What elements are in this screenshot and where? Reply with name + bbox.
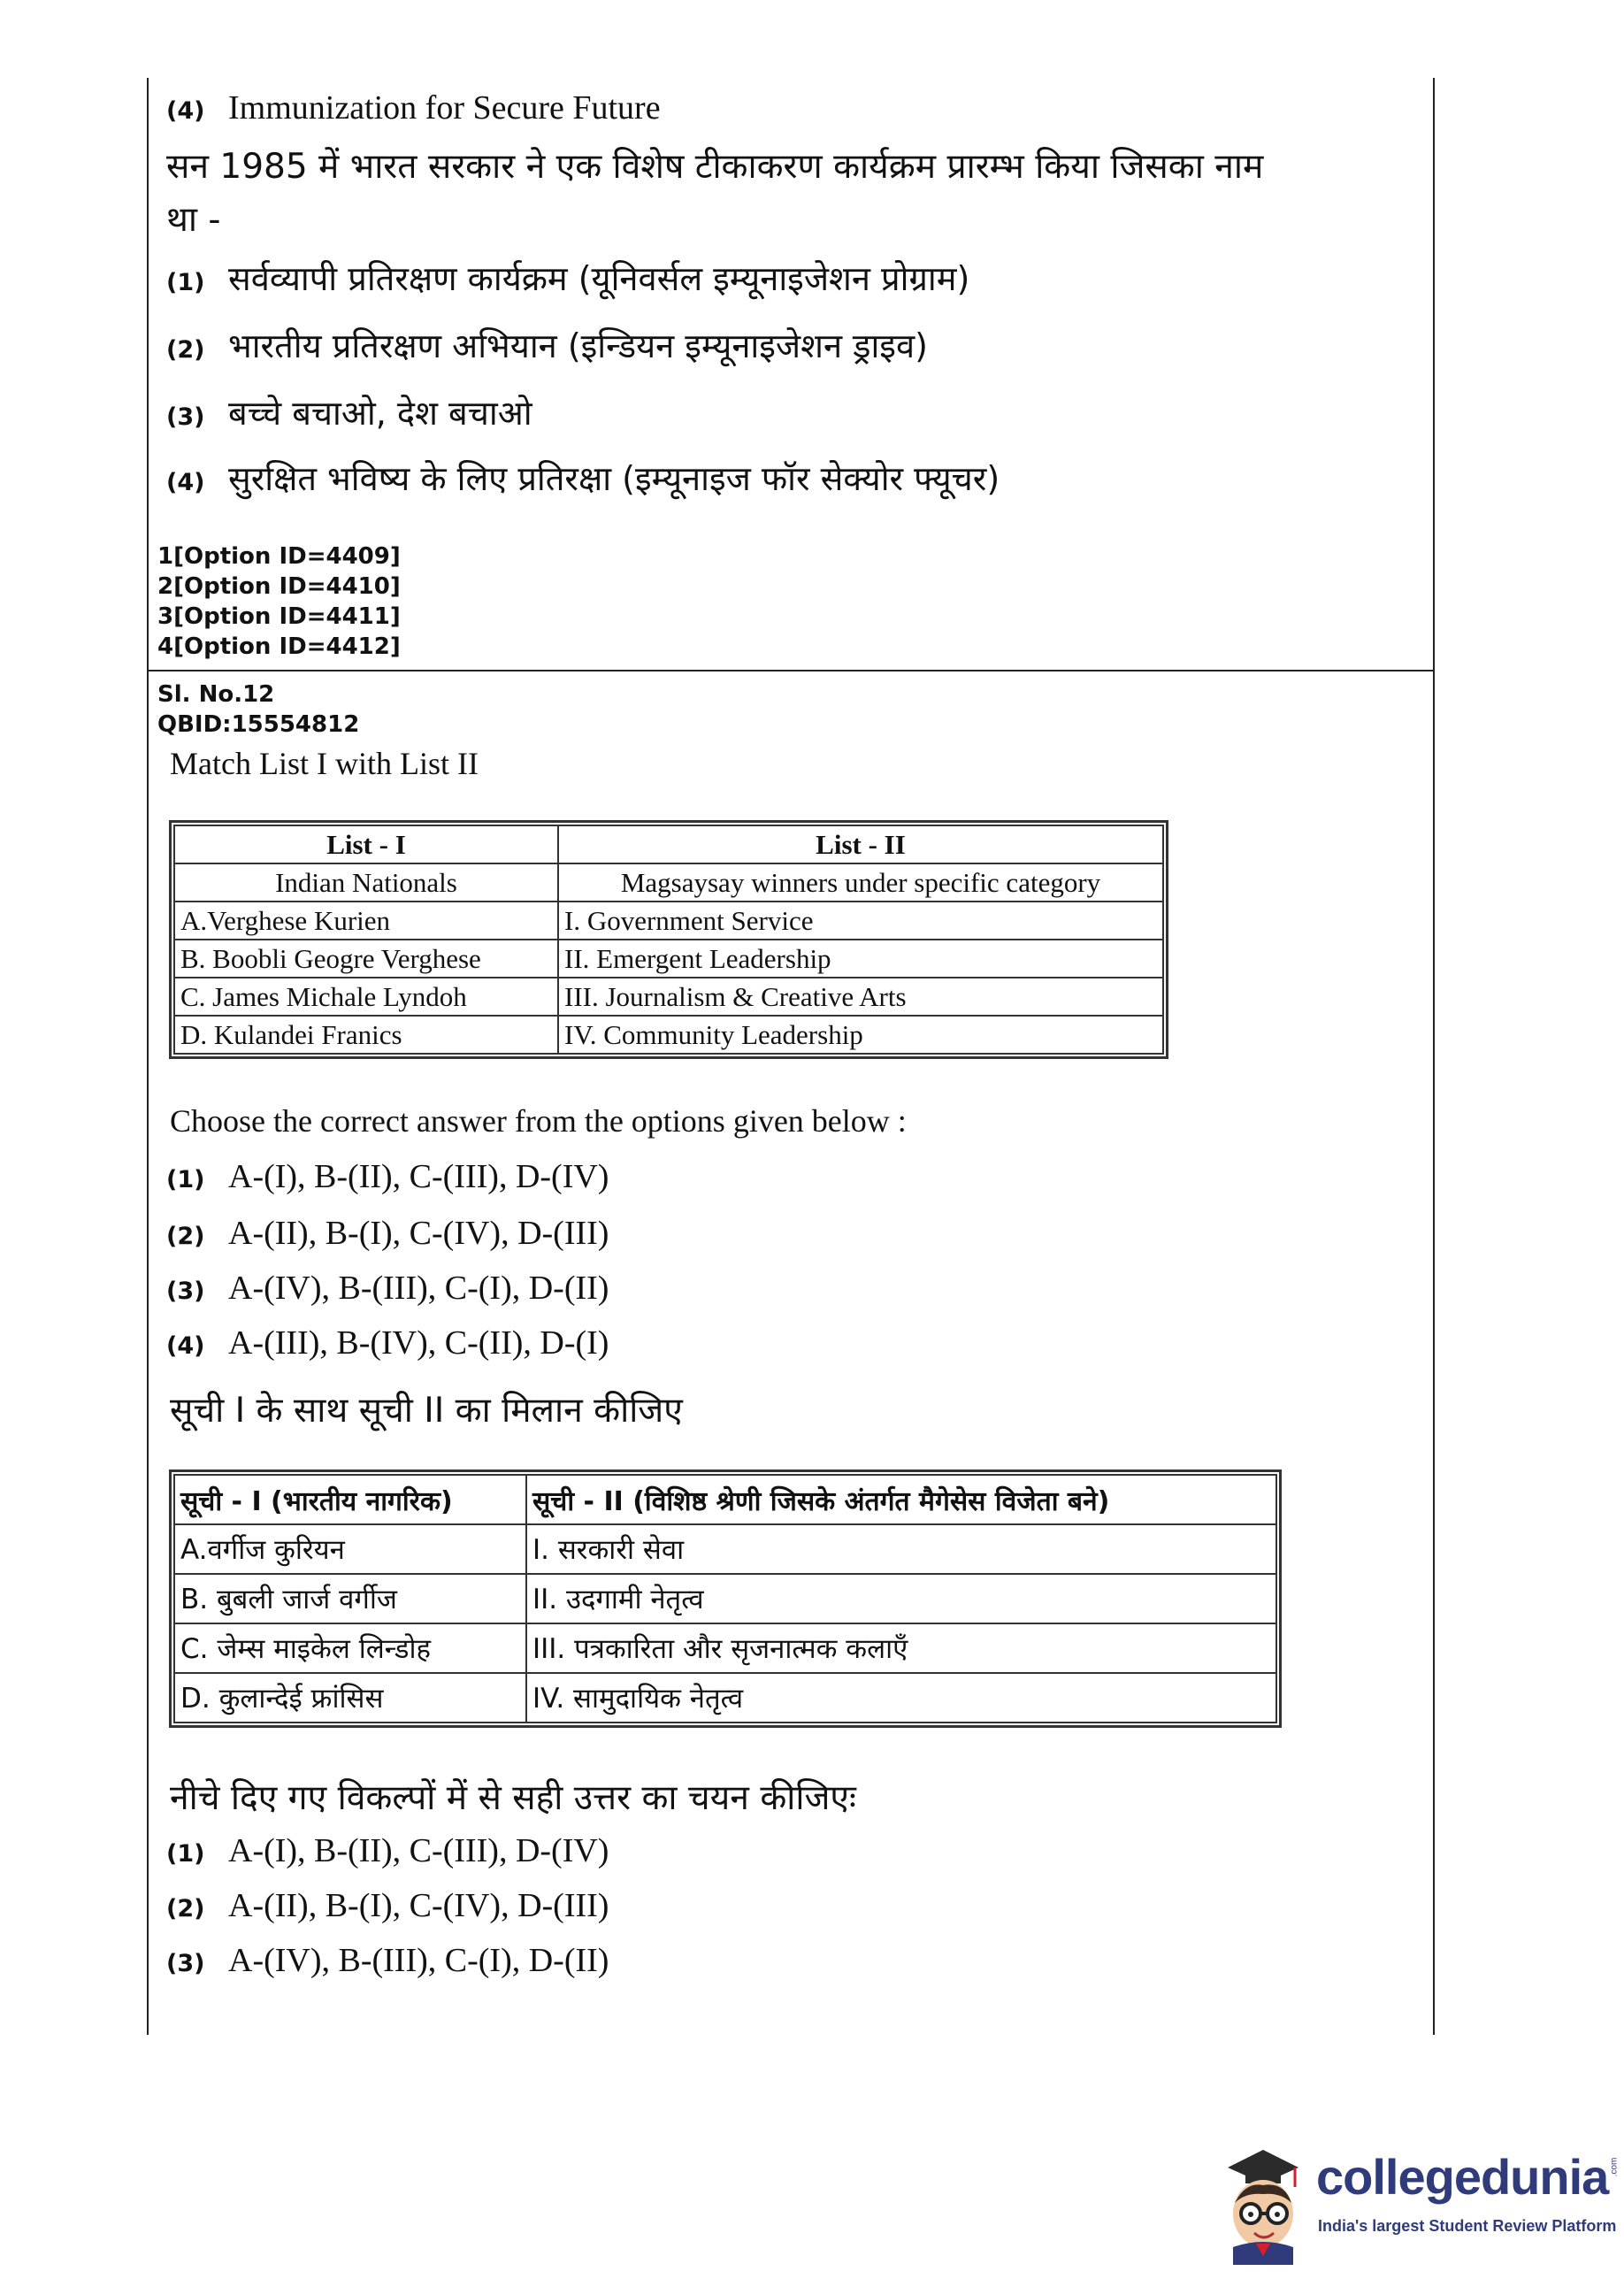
match-table-en	[173, 825, 1164, 1055]
table-row	[174, 1623, 1276, 1673]
option-en-3: (3) A-(IV), B-(III), C-(I), D-(II)	[166, 1270, 609, 1307]
table-cell: III. पत्रकारिता और सृजनात्मक कलाएँ	[526, 1623, 1276, 1673]
option-hi-3: (3) A-(IV), B-(III), C-(I), D-(II)	[166, 1942, 609, 1979]
table-row	[174, 1016, 1163, 1054]
question-divider	[147, 670, 1435, 671]
table-header-row	[174, 825, 1163, 863]
table-cell: I. Government Service	[558, 902, 1163, 940]
table-cell: II. Emergent Leadership	[558, 940, 1163, 978]
list-1-header: List - I	[174, 825, 558, 863]
question-meta	[157, 679, 359, 740]
brand-name: collegedunia	[1316, 2149, 1609, 2205]
table-cell: D. कुलान्देई फ्रांसिस	[174, 1673, 526, 1723]
table-cell: III. Journalism & Creative Arts	[558, 978, 1163, 1016]
option-id-4: 4[Option ID=4412]	[157, 633, 401, 660]
choose-hi: नीचे दिए गए विकल्पों में से सही उत्तर का चयन कीजिएः	[170, 1778, 856, 1818]
list-2-subheader: Magsaysay winners under specific category	[558, 863, 1163, 902]
table-cell: D. Kulandei Franics	[174, 1016, 558, 1054]
table-cell: I. सरकारी सेवा	[526, 1524, 1276, 1574]
prev-hindi-question-line1: सन 1985 में भारत सरकार ने एक विशेष टीकाकरण कार्यक्रम प्रारम्भ किया जिसका नाम	[166, 147, 1264, 187]
option-en-4: (4) A-(III), B-(IV), C-(II), D-(I)	[166, 1324, 609, 1362]
table-row	[174, 1673, 1276, 1723]
table-row	[174, 978, 1163, 1016]
option-id-3: 3[Option ID=4411]	[157, 603, 401, 630]
brand-tagline: India's largest Student Review Platform	[1318, 2217, 1617, 2235]
table-cell: C. जेम्स माइकेल लिन्डोह	[174, 1623, 526, 1673]
question-frame	[147, 78, 1435, 2035]
table-cell: B. बुबली जार्ज वर्गीज	[174, 1574, 526, 1623]
serial-number: Sl. No.12	[157, 681, 275, 708]
prev-hindi-option-1: (1) सर्वव्यापी प्रतिरक्षण कार्यक्रम (यूनिवर्सल इम्यूनाइजेशन प्रोग्राम)	[166, 259, 970, 298]
prev-hindi-option-3: (3) बच्चे बचाओ, देश बचाओ	[166, 394, 532, 433]
table-row	[174, 902, 1163, 940]
table-cell: II. उदगामी नेतृत्व	[526, 1574, 1276, 1623]
table-cell: A.वर्गीज कुरियन	[174, 1524, 526, 1574]
option-hi-2: (2) A-(II), B-(I), C-(IV), D-(III)	[166, 1887, 609, 1924]
option-id-1: 1[Option ID=4409]	[157, 543, 401, 570]
table-cell: C. James Michale Lyndoh	[174, 978, 558, 1016]
option-hi-1: (1) A-(I), B-(II), C-(III), D-(IV)	[166, 1832, 609, 1869]
prev-hindi-question-line2: था -	[166, 200, 221, 240]
match-table-hi	[173, 1474, 1277, 1723]
table-row	[174, 1574, 1276, 1623]
list-1-subheader: Indian Nationals	[174, 863, 558, 902]
option-id-list	[157, 541, 401, 662]
option-id-2: 2[Option ID=4410]	[157, 573, 401, 600]
prompt-hi: सूची I के साथ सूची II का मिलान कीजिए	[170, 1391, 683, 1431]
table-cell: IV. सामुदायिक नेतृत्व	[526, 1673, 1276, 1723]
table-cell: B. Boobli Geogre Verghese	[174, 940, 558, 978]
option-en-2: (2) A-(II), B-(I), C-(IV), D-(III)	[166, 1215, 609, 1252]
table-cell: A.Verghese Kurien	[174, 902, 558, 940]
prompt-en: Match List I with List II	[170, 746, 479, 781]
collegedunia-logo[interactable]	[1210, 2141, 1620, 2265]
table-header-row	[174, 1475, 1276, 1524]
prev-hindi-option-4: (4) सुरक्षित भविष्य के लिए प्रतिरक्षा (इम्यूनाइज फॉर सेक्योर फ्यूचर)	[166, 459, 1000, 498]
table-cell: IV. Community Leadership	[558, 1016, 1163, 1054]
list-2-header: List - II	[558, 825, 1163, 863]
table-row	[174, 1524, 1276, 1574]
brand-dotcom: .com	[1609, 2157, 1620, 2177]
choose-en: Choose the correct answer from the options given below :	[170, 1103, 907, 1139]
prev-option-4-en: (4) Immunization for Secure Future	[166, 89, 661, 127]
mascot-icon	[1210, 2141, 1316, 2265]
table-subheader-row	[174, 863, 1163, 902]
suchi-2-header: सूची - II (विशिष्ठ श्रेणी जिसके अंतर्गत मैगेसेस विजेता बने)	[526, 1475, 1276, 1524]
table-row	[174, 940, 1163, 978]
qbid: QBID:15554812	[157, 711, 360, 738]
suchi-1-header: सूची - I (भारतीय नागरिक)	[174, 1475, 526, 1524]
option-en-1: (1) A-(I), B-(II), C-(III), D-(IV)	[166, 1158, 609, 1195]
prev-hindi-option-2: (2) भारतीय प्रतिरक्षण अभियान (इन्डियन इम्यूनाइजेशन ड्राइव)	[166, 326, 928, 365]
